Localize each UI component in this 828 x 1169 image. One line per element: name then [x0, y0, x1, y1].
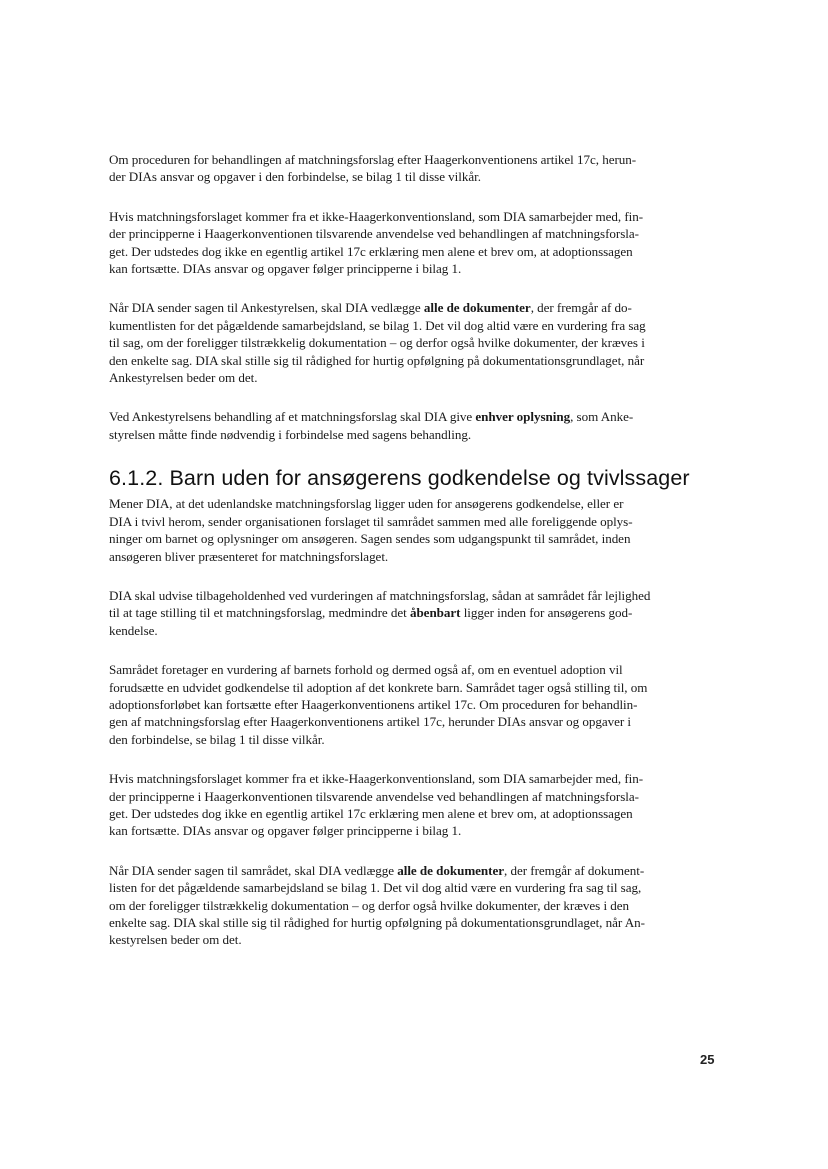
body-paragraph — [109, 661, 717, 748]
body-paragraph — [109, 495, 717, 565]
paragraph-text: ligger inden for ansøgerens god- kendelse. — [109, 605, 633, 638]
paragraph-text: Samrådet foretager en vurdering af barnets forhold og dermed også af, om en eventuel adoption vil forudsætte en udvidet godkendelse til adoption af det konkrete barn. Samrådet tager også stilling til, om adoptionsforløbet kan fortsætte efter Haagerkonventionens artikel 17c. Om proceduren for behandlin- gen af matchningsforslag efter Haagerkonventionens artikel 17c, herunder DIAs ansvar og opgaver i den forbindelse, se bilag 1 til disse vilkår. — [109, 662, 648, 747]
paragraph-text: Mener DIA, at det udenlandske matchningsforslag ligger uden for ansøgerens godkendelse, eller er DIA i tvivl herom, sender organisationen forslaget til samrådet sammen med alle foreliggende oplys- ninger om barnet og oplysninger om ansøgeren. Sagen sendes som udgangspunkt til samrådet, inden ansøgeren bliver præsenteret for matchningsforslaget. — [109, 496, 633, 564]
body-paragraph — [109, 208, 717, 278]
paragraph-text: Om proceduren for behandlingen af matchningsforslag efter Haagerkonventionens artikel 17c, herun- der DIAs ansvar og opgaver i den forbindelse, se bilag 1 til disse vilkår. — [109, 152, 637, 185]
document-body — [109, 151, 717, 971]
paragraph-text: Når DIA sender sagen til samrådet, skal DIA vedlægge — [109, 862, 398, 878]
paragraph-text: , der fremgår af do- kumentlisten for det pågældende samarbejdsland, se bilag 1. Det vil dog altid være en vurdering fra sag til sag, om der foreligger tilstrækkelig dokumentation – og derfor også hvilke dokumenter, der kræves i den enkelte sag. DIA skal stille sig til rådighed for hurtig opfølgning på dokumentationsgrundlaget, når Ankestyrelsen beder om det. — [109, 300, 646, 386]
body-paragraph — [109, 587, 717, 639]
body-paragraph — [109, 770, 717, 840]
paragraph-text: DIA skal udvise tilbageholdenhed ved vurderingen af matchningsforslag, sådan at samrådet får lejlighed til at tage stilling til et matchningsforslag, medmindre det — [109, 587, 651, 621]
paragraph-text: Når DIA sender sagen til Ankestyrelsen, skal DIA vedlægge — [109, 300, 424, 316]
body-paragraph — [109, 408, 717, 443]
emphasized-text: alle de dokumenter — [397, 862, 505, 878]
body-paragraph — [109, 862, 717, 949]
paragraphs-after-heading — [109, 495, 717, 949]
emphasized-text: åbenbart — [409, 605, 461, 621]
paragraph-text: Hvis matchningsforslaget kommer fra et ikke-Haagerkonventionsland, som DIA samarbejder med, fin- der principperne i Haagerkonventionen tilsvarende anvendelse ved behandlingen af matchningsforsla- get. Der udstedes dog ikke en egentlig artikel 17c erklæring men alene et brev om, at adoptionssagen kan fortsætte. DIAs ansvar og opgaver følger principperne i bilag 1. — [109, 771, 644, 839]
body-paragraph — [109, 151, 717, 186]
paragraph-text: , som Anke- styrelsen måtte finde nødvendig i forbindelse med sagens behandling. — [109, 409, 634, 442]
section-heading: 6.1.2. Barn uden for ansøgerens godkendelse og tvivlssager — [109, 466, 690, 491]
page-number: 25 — [700, 1052, 715, 1067]
body-paragraph — [109, 299, 717, 386]
paragraphs-before-heading — [109, 151, 717, 443]
paragraph-text: Ved Ankestyrelsens behandling af et matchningsforslag skal DIA give — [109, 409, 476, 425]
emphasized-text: alle de dokumenter — [423, 300, 531, 316]
emphasized-text: enhver oplysning — [475, 409, 571, 425]
paragraph-text: , der fremgår af dokument- listen for det pågældende samarbejdsland se bilag 1. Det vil dog altid være en vurdering fra sag til sag, om der foreligger tilstrækkelig dokumentation – og derfor også hvilke dokumenter, der kræves i den enkelte sag. DIA skal stille sig til rådighed for hurtig opfølgning på dokumentationsgrundlaget, når An- kestyrelsen beder om det. — [109, 862, 645, 948]
paragraph-text: Hvis matchningsforslaget kommer fra et ikke-Haagerkonventionsland, som DIA samarbejder med, fin- der principperne i Haagerkonventionen tilsvarende anvendelse ved behandlingen af matchningsforsla- get. Der udstedes dog ikke en egentlig artikel 17c erklæring men alene et brev om, at adoptionssagen kan fortsætte. DIAs ansvar og opgaver følger principperne i bilag 1. — [109, 208, 644, 277]
